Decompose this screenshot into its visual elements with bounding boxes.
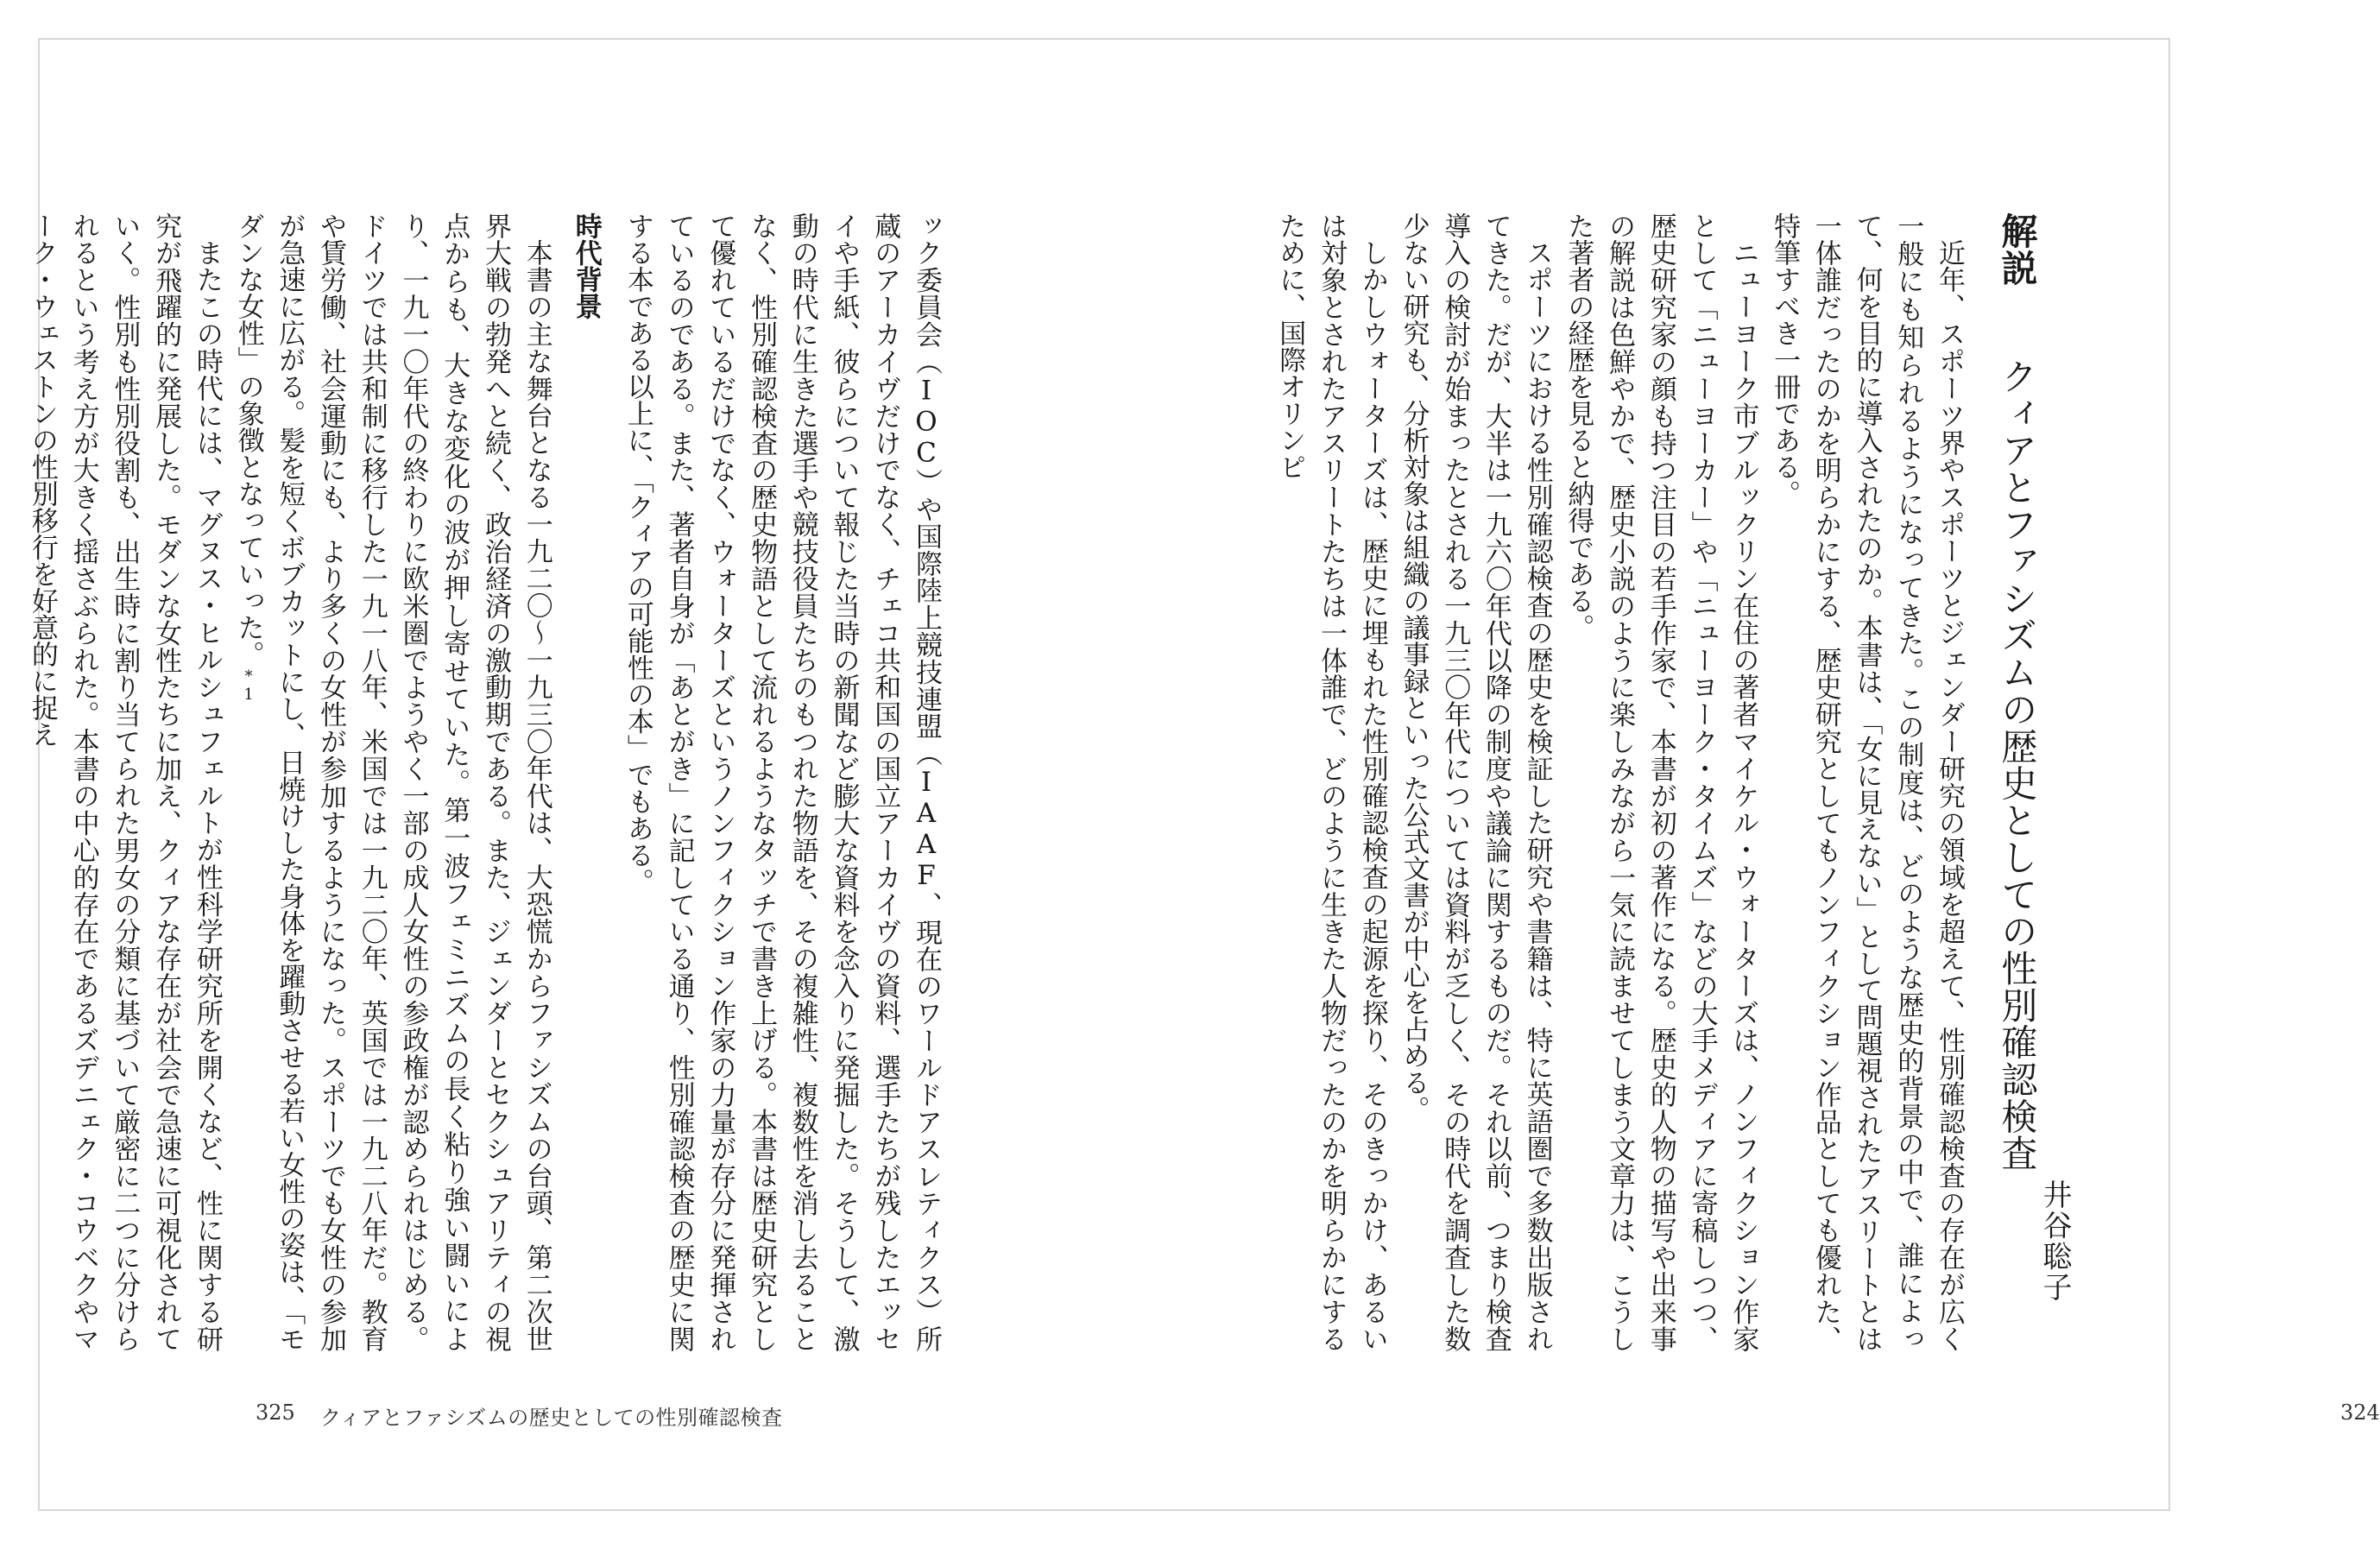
book-spread	[26, 38, 2380, 1511]
paragraph	[227, 212, 557, 1352]
right-page	[1106, 40, 2380, 1509]
section-heading: 時代背景	[570, 212, 602, 319]
left-page-body	[26, 212, 946, 1353]
paragraph-text: 本書の主な舞台となる一九二〇〜一九三〇年代は、大恐慌からファシズムの台頭、第二次世界大戦の勃発へと続く、政治経済の激動期である。また、ジェンダーとセクシュアリティの視点からも、大きな変化の波が押し寄せていた。第一波フェミニズムの長く粘り強い闘いにより、一九一〇年代の終わりに欧米圏でようやく一部の成人女性の参政権が認められはじめる。ドイツでは共和制に移行した一九一八年、米国では一九二〇年、英国では一九二八年だ。教育や賃労働、社会運動にも、より多くの女性が参加するようになった。スポーツでも女性の参加が急速に広がる。髪を短くボブカットにし、日焼けした身体を躍動させる若い女性の姿は、「モダンな女性」の象徴となっていった。	[232, 212, 552, 1353]
title-text: クィアとファシズムの歴史としての性別確認検査	[1996, 357, 2039, 1173]
paragraph: しかしウォーターズは、歴史に埋もれた性別確認検査の起源を探り、そのきっかけ、あるいは対象とされたアスリートたちは一体誰で、どのように生きた人物だったのかを明らかにするために、国際オリンピ	[1274, 212, 1388, 1352]
chapter-title	[1995, 212, 2039, 1173]
paragraph-continued: ック委員会（IOC）や国際陸上競技連盟（IAAF、現在のワールドアスレティクス）所蔵のアーカイヴだけでなく、チェコ共和国の国立アーカイヴの資料、選手たちが残したエッセイや手紙、彼らについて報じた当時の新聞など膨大な資料を念入りに発掘した。そうして、激動の時代に生きた選手や競技役員たちのもつれた物語を、その複雑性、複数性を消し去ることなく、性別確認検査の歴史物語として流れるようなタッチで書き上げる。本書は歴史研究として優れているだけでなく、ウォーターズというノンフィクション作家の力量が存分に発揮されているのである。また、著者自身が「あとがき」に記している通り、性別確認検査の歴史に関する本である以上に、「クィアの可能性の本」でもある。	[622, 212, 942, 1353]
page-number-left: 325	[256, 1400, 295, 1425]
page-number-right: 324	[2340, 1400, 2380, 1425]
footnote-mark: *1	[239, 667, 258, 704]
title-label: 解説	[1996, 212, 2039, 287]
author-name: 井谷聡子	[2037, 1179, 2072, 1303]
running-head: クィアとファシズムの歴史としての性別確認検査	[320, 1406, 783, 1430]
paragraph: またこの時代には、マグヌス・ヒルシュフェルトが性科学研究所を開くなど、性に関する研究が飛躍的に発展した。モダンな女性たちに加え、クィアな存在が社会で急速に可視化されていく。性別も性別役割も、出生時に割り当てられた男女の分類に基づいて厳密に二つに分けられるという考え方が大きく揺さぶられた。本書の中心的存在であるズデニェク・コウベクやマーク・ウェストンの性別移行を好意的に捉え	[26, 212, 223, 1352]
left-page	[26, 40, 1106, 1509]
right-page-body	[1274, 212, 1969, 1353]
paragraph: スポーツにおける性別確認検査の歴史を検証した研究や書籍は、特に英語圏で多数出版されてきた。だが、大半は一九六〇年代以降の制度や議論に関するものだ。それ以前、つまり検査導入の検討が始まったとされる一九三〇年代については資料が乏しく、その時代を調査した数少ない研究も、分析対象は組織の議事録といった公式文書が中心を占める。	[1398, 212, 1553, 1352]
paragraph: 近年、スポーツ界やスポーツとジェンダー研究の領域を超えて、性別確認検査の存在が広く一般にも知られるようになってきた。この制度は、どのような歴史的背景の中で、誰によって、何を目的に導入されたのか。本書は、「女に見えない」として問題視されたアスリートとは一体誰だったのかを明らかにする、歴史研究としてもノンフィクション作品としても優れた、特筆すべき一冊である。	[1769, 212, 1965, 1352]
paragraph: ニューヨーク市ブルックリン在住の著者マイケル・ウォーターズは、ノンフィクション作家として「ニューヨーカー」や「ニューヨーク・タイムズ」などの大手メディアに寄稿しつつ、歴史研究家の顔も持つ注目の若手作家で、本書が初の著作になる。歴史的人物の描写や出来事の解説は色鮮やかで、歴史小説のように楽しみながら一気に読ませてしまう文章力は、こうした著者の経歴を見ると納得である。	[1562, 212, 1759, 1353]
